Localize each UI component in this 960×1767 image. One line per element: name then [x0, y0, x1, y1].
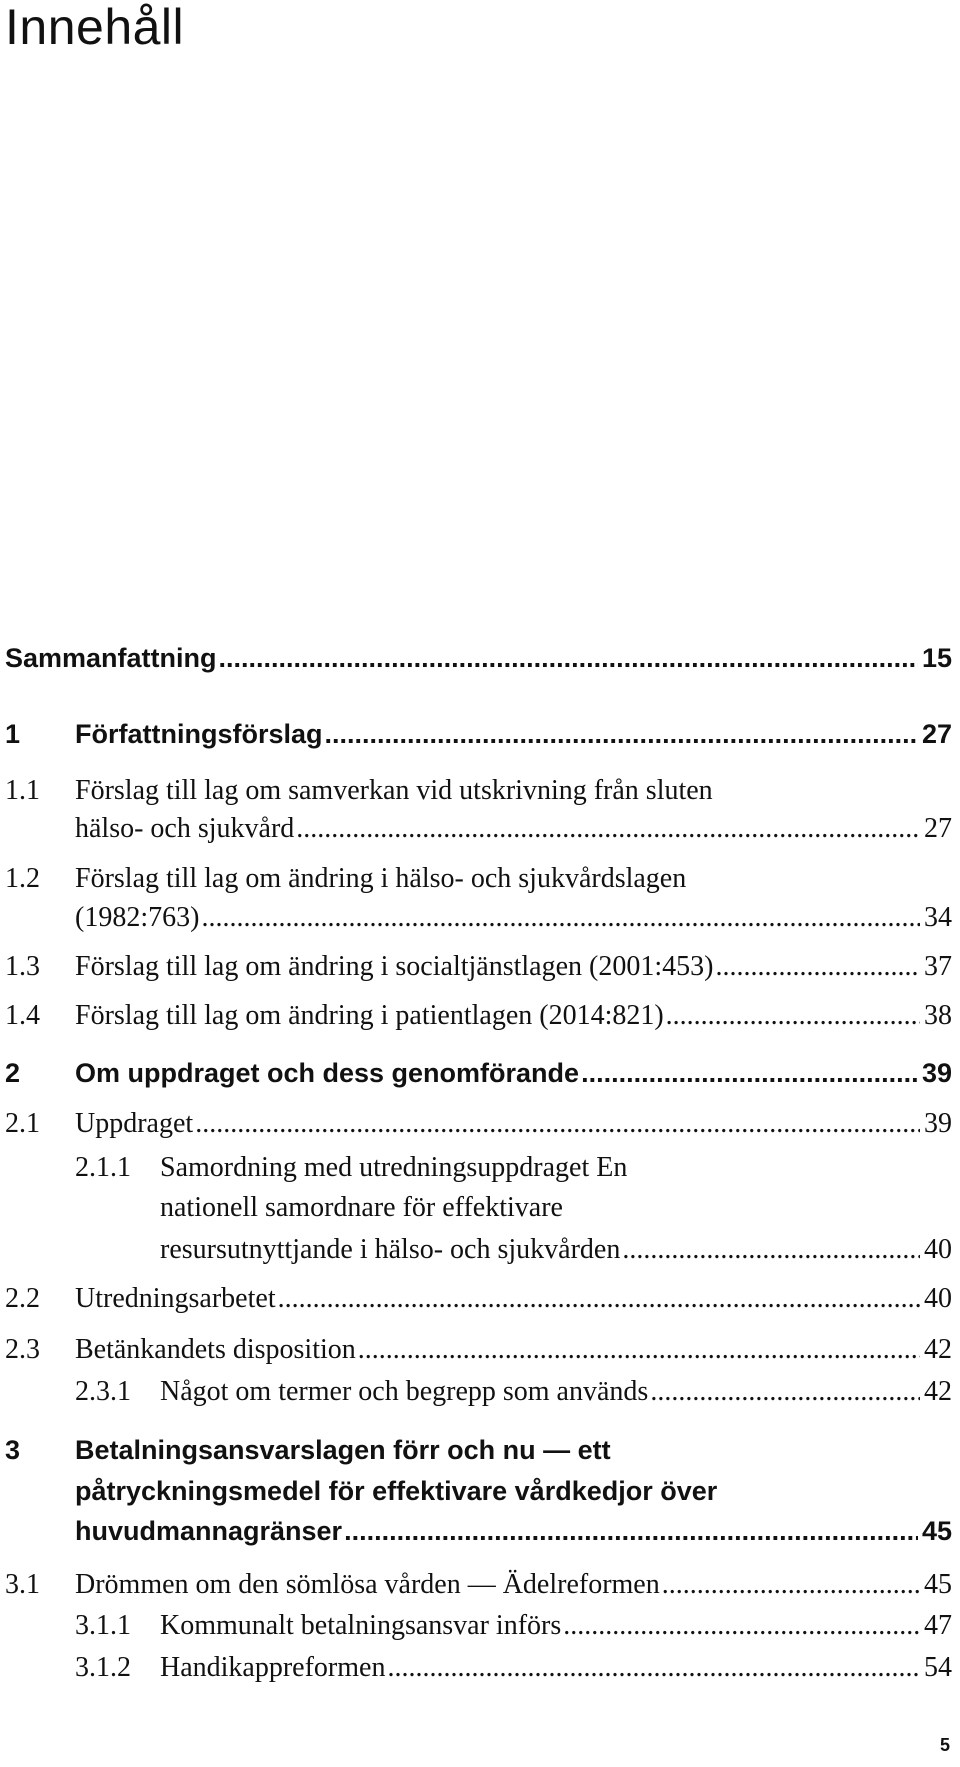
toc-section-number: 1.4	[5, 1000, 40, 1031]
toc-entry-2-2[interactable]	[75, 1283, 952, 1315]
toc-page-number: 39	[921, 1058, 952, 1088]
toc-entry-title: Handikappreformen	[160, 1652, 386, 1683]
toc-entry-title: hälso- och sjukvård	[75, 813, 295, 844]
dot-leader	[622, 1234, 920, 1266]
toc-entry-title: huvudmannagränser	[75, 1516, 343, 1546]
toc-chapter-number: 2	[5, 1058, 21, 1088]
toc-subsection-number: 3.1.1	[75, 1610, 131, 1641]
dot-leader	[195, 1108, 920, 1140]
toc-entry-title: Kommunalt betalningsansvar införs	[160, 1610, 562, 1641]
toc-page-number: 34	[924, 902, 952, 933]
dot-leader	[387, 1652, 920, 1684]
toc-entry-chapter-2[interactable]	[75, 1058, 952, 1089]
toc-entry-2-1-1[interactable]	[160, 1234, 952, 1266]
toc-page-number: 42	[924, 1376, 952, 1407]
toc-subsection-number: 2.1.1	[75, 1152, 131, 1183]
toc-page-number: 45	[921, 1516, 952, 1546]
toc-entry-title-line[interactable]: påtryckningsmedel för effektivare vårdkedjor över	[75, 1476, 718, 1506]
toc-subsection-number: 3.1.2	[75, 1652, 131, 1683]
toc-entry-summary[interactable]	[5, 643, 952, 674]
toc-entry-title-line[interactable]: nationell samordnare för effektivare	[160, 1192, 563, 1223]
toc-entry-title-line[interactable]: Samordning med utredningsuppdraget En	[160, 1152, 628, 1183]
toc-page-number: 39	[924, 1108, 952, 1139]
toc-page-number: 40	[924, 1234, 952, 1265]
toc-entry-1-1[interactable]	[75, 813, 952, 845]
toc-entry-title: Förslag till lag om ändring i socialtjänstlagen (2001:453)	[75, 951, 714, 982]
toc-page-number: 42	[924, 1334, 952, 1365]
toc-chapter-number: 1	[5, 719, 21, 749]
dot-leader	[201, 902, 920, 934]
toc-page-number: 27	[924, 813, 952, 844]
toc-page-number: 45	[924, 1569, 952, 1600]
dot-leader	[344, 1516, 918, 1547]
toc-section-number: 1.1	[5, 775, 40, 806]
toc-entry-title: Om uppdraget och dess genomförande	[75, 1058, 580, 1088]
toc-entry-title-line[interactable]: Förslag till lag om ändring i hälso- och sjukvårdslagen	[75, 863, 687, 894]
dot-leader	[296, 813, 920, 845]
toc-entry-1-2[interactable]	[75, 902, 952, 934]
toc-page-number: 37	[924, 951, 952, 982]
toc-entry-chapter-3[interactable]	[75, 1516, 952, 1547]
dot-leader	[325, 719, 918, 750]
dot-leader	[563, 1610, 920, 1642]
toc-section-number: 3.1	[5, 1569, 40, 1600]
toc-entry-1-3[interactable]	[75, 951, 952, 983]
toc-entry-2-3-1[interactable]	[160, 1376, 952, 1408]
toc-page-number: 38	[924, 1000, 952, 1031]
toc-entry-title: (1982:763)	[75, 902, 200, 933]
toc-section-number: 2.3	[5, 1334, 40, 1365]
toc-entry-title: Något om termer och begrepp som används	[160, 1376, 649, 1407]
toc-entry-title: Uppdraget	[75, 1108, 194, 1139]
toc-entry-title: Sammanfattning	[5, 643, 217, 673]
dot-leader	[662, 1569, 920, 1601]
toc-page-number: 15	[921, 643, 952, 673]
toc-page-number: 54	[924, 1652, 952, 1683]
dot-leader	[278, 1283, 920, 1315]
toc-page-number: 27	[921, 719, 952, 749]
toc-entry-3-1-2[interactable]	[160, 1652, 952, 1684]
page-number: 5	[939, 1735, 950, 1755]
toc-page-number: 40	[924, 1283, 952, 1314]
toc-page-number: 47	[924, 1610, 952, 1641]
toc-entry-1-4[interactable]	[75, 1000, 952, 1032]
dot-leader	[666, 1000, 920, 1032]
toc-entry-title-line[interactable]: Förslag till lag om samverkan vid utskrivning från sluten	[75, 775, 713, 806]
toc-section-number: 2.2	[5, 1283, 40, 1314]
toc-entry-3-1[interactable]	[75, 1569, 952, 1601]
dot-leader	[358, 1334, 920, 1366]
toc-section-number: 2.1	[5, 1108, 40, 1139]
toc-entry-2-3[interactable]	[75, 1334, 952, 1366]
toc-entry-2-1[interactable]	[75, 1108, 952, 1140]
toc-entry-3-1-1[interactable]	[160, 1610, 952, 1642]
toc-entry-title: Drömmen om den sömlösa vården — Ädelreformen	[75, 1569, 660, 1600]
toc-heading: Innehåll	[5, 0, 185, 55]
toc-section-number: 1.2	[5, 863, 40, 894]
toc-entry-title: Förslag till lag om ändring i patientlagen (2014:821)	[75, 1000, 664, 1031]
toc-entry-title: Betänkandets disposition	[75, 1334, 356, 1365]
toc-entry-title-line[interactable]: Betalningsansvarslagen förr och nu — ett	[75, 1435, 611, 1465]
toc-entry-title: Författningsförslag	[75, 719, 323, 749]
toc-entry-chapter-1[interactable]	[75, 719, 952, 750]
toc-entry-title: resursutnyttjande i hälso- och sjukvården	[160, 1234, 621, 1265]
dot-leader	[219, 643, 918, 674]
toc-section-number: 1.3	[5, 951, 40, 982]
dot-leader	[650, 1376, 920, 1408]
dot-leader	[581, 1058, 918, 1089]
dot-leader	[715, 951, 920, 983]
toc-subsection-number: 2.3.1	[75, 1376, 131, 1407]
toc-entry-title: Utredningsarbetet	[75, 1283, 276, 1314]
toc-chapter-number: 3	[5, 1435, 21, 1465]
